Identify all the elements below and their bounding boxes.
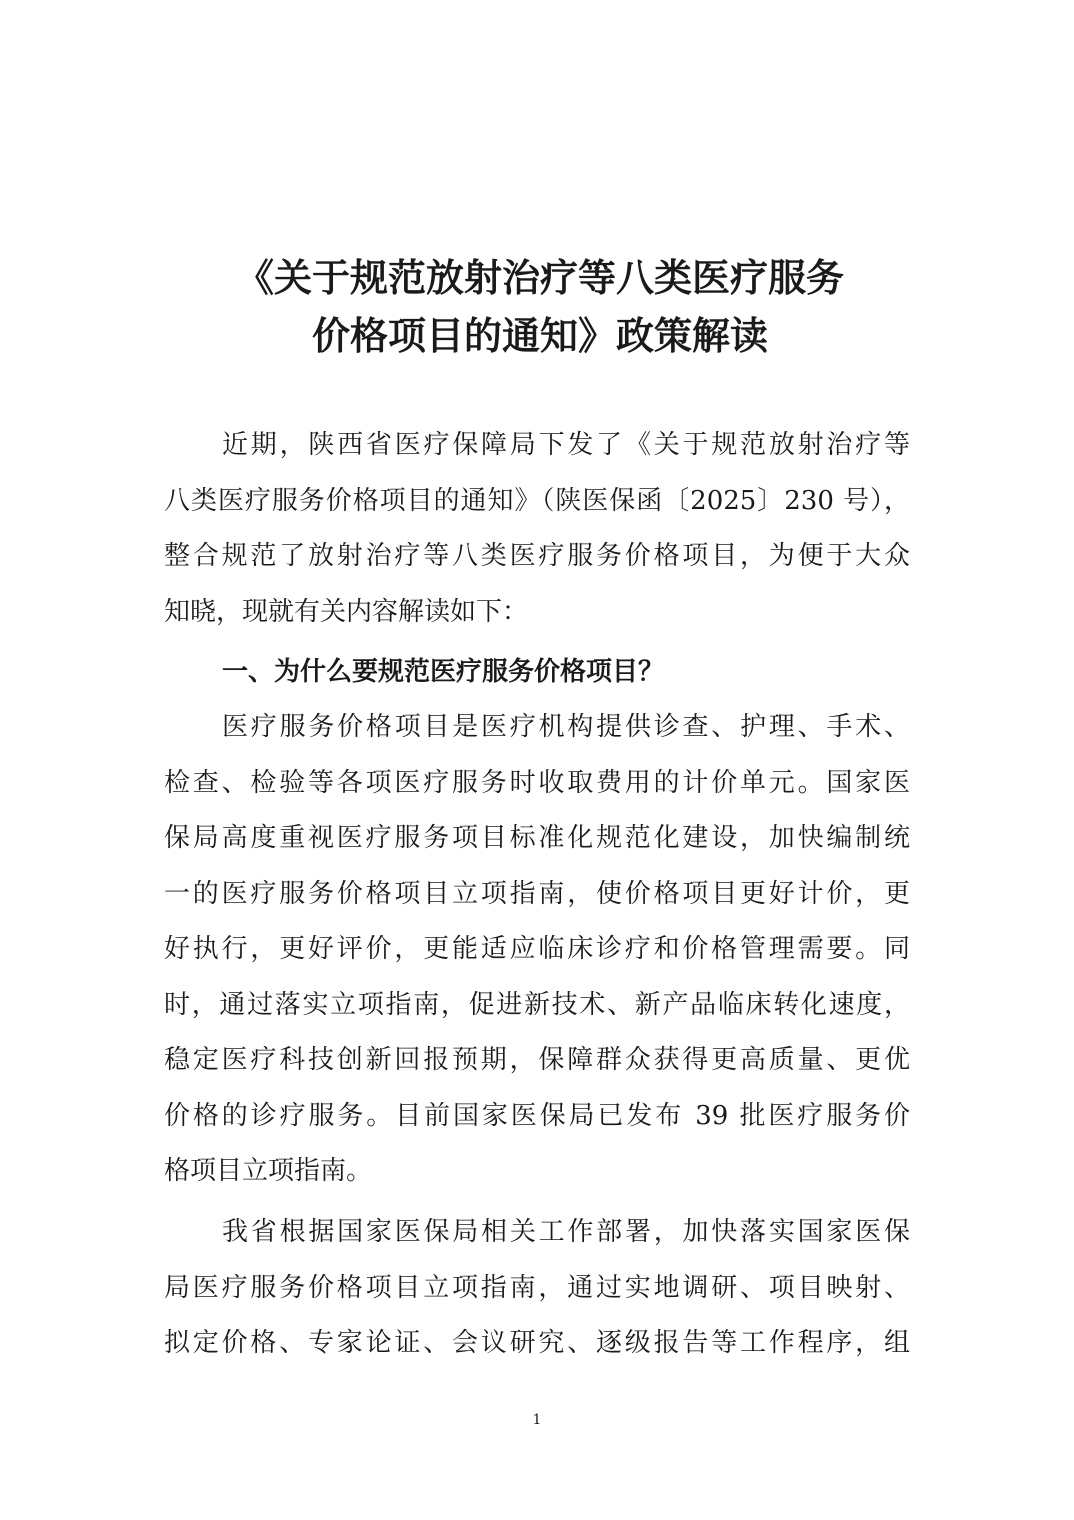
document-title-line-2: 价格项目的通知》政策解读: [311, 313, 768, 358]
paragraph-line: 八类医疗服务价格项目的通知》（陕医保函〔2025〕230 号），: [164, 485, 910, 516]
paragraph-line: 医疗服务价格项目是医疗机构提供诊查、护理、手术、: [222, 712, 910, 742]
paragraph-line: 局医疗服务价格项目立项指南，通过实地调研、项目映射、: [164, 1272, 910, 1303]
paragraph-line: 保局高度重视医疗服务项目标准化规范化建设，加快编制统: [164, 823, 910, 853]
paragraph-province: [164, 1205, 910, 1372]
section-heading-1: 一、为什么要规范医疗服务价格项目？: [222, 657, 665, 687]
paragraph-line: 一的医疗服务价格项目立项指南，使价格项目更好计价，更: [164, 878, 910, 909]
paragraph-line: 近期，陕西省医疗保障局下发了《关于规范放射治疗等: [222, 430, 910, 460]
paragraph-line: 好执行，更好评价，更能适应临床诊疗和价格管理需要。同: [164, 934, 910, 964]
paragraph-line: 我省根据国家医保局相关工作部署，加快落实国家医保: [222, 1217, 910, 1247]
paragraph-line: 拟定价格、专家论证、会议研究、逐级报告等工作程序，组: [164, 1328, 910, 1358]
paragraph-line: 整合规范了放射治疗等八类医疗服务价格项目，为便于大众: [164, 541, 910, 571]
paragraph-section-1: [164, 700, 910, 1200]
paragraph-line: 时，通过落实立项指南，促进新技术、新产品临床转化速度，: [164, 989, 910, 1020]
paragraph-line: 知晓，现就有关内容解读如下：: [164, 596, 529, 627]
document-title-line-1: 《关于规范放射治疗等八类医疗服务: [235, 255, 844, 300]
paragraph-line: 格项目立项指南。: [164, 1156, 373, 1186]
paragraph-intro: [164, 418, 910, 640]
page-number: 1: [532, 1412, 542, 1428]
paragraph-line: 检查、检验等各项医疗服务时收取费用的计价单元。国家医: [164, 767, 910, 798]
paragraph-line: 稳定医疗科技创新回报预期，保障群众获得更高质量、更优: [164, 1045, 910, 1075]
paragraph-line: 价格的诊疗服务。目前国家医保局已发布 39 批医疗服务价: [164, 1100, 910, 1131]
